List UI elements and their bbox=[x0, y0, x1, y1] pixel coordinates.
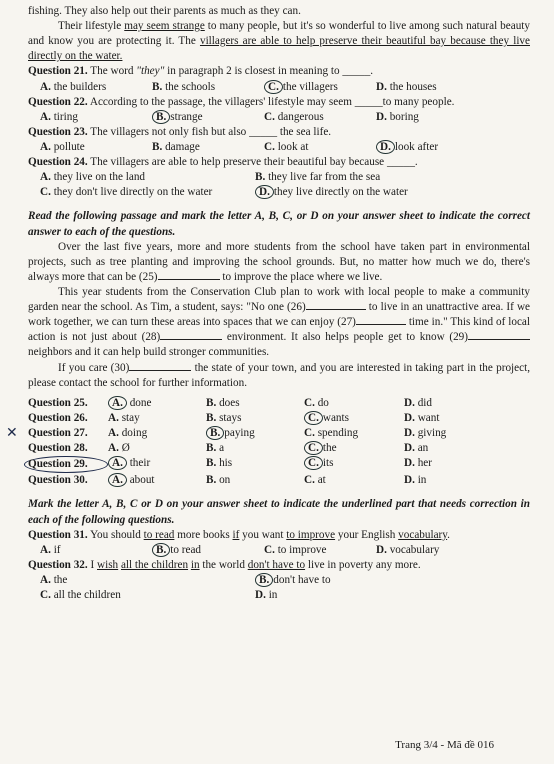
passage-line: fishing. They also help out their parents as much as they can. bbox=[28, 5, 301, 17]
passage-paragraph: Over the last five years, more and more students from the school have taken part in environmental projects, such as tree planting and improving the school grounds. But, no matter how much we do, there's always more that can be (25) to improve the place where we live. bbox=[28, 240, 530, 283]
option-d[interactable]: D. want bbox=[404, 411, 440, 424]
option-c[interactable]: C. spending bbox=[304, 426, 359, 439]
option-a[interactable]: A. pollute bbox=[40, 140, 85, 153]
option-c[interactable]: C. do bbox=[304, 396, 329, 409]
option-b[interactable]: B. his bbox=[206, 457, 233, 470]
option-b[interactable]: B. they live far from the sea bbox=[255, 171, 381, 184]
option-a[interactable]: A. about bbox=[108, 473, 206, 488]
option-c[interactable]: C. the villagers bbox=[264, 80, 376, 95]
question-number: Question 22. bbox=[28, 95, 88, 108]
cross-mark-icon: ✕ bbox=[6, 425, 18, 441]
passage-paragraph: This year students from the Conservation Club plan to work with local people to make a community garden near the school. As Tim, a student, says: "No one (26) to live in an unattractive area. If we work together, we can turn these areas into spaces that we can enjoy (27) time in." This kind of local action is not just about (28) environment. It also helps people get to know (29) neighbors and it can help build stronger communities. bbox=[28, 285, 530, 359]
option-a[interactable]: A. they live on the land bbox=[40, 171, 146, 184]
question-31: Question 31. You should to read more books if you want to improve your English vocabulary. bbox=[28, 528, 450, 541]
option-a[interactable]: A. done bbox=[108, 396, 206, 411]
option-a[interactable]: A. doing bbox=[108, 426, 148, 439]
option-d[interactable]: D. look after bbox=[376, 140, 488, 155]
passage-paragraph-2 bbox=[28, 19, 530, 64]
question-29: Question 29. A. their B. his C. its D. her bbox=[28, 456, 530, 473]
option-b[interactable]: B. damage bbox=[152, 140, 200, 153]
option-c[interactable]: C. wants bbox=[304, 411, 404, 426]
option-d[interactable]: D. boring bbox=[376, 110, 419, 123]
option-b[interactable]: B. a bbox=[206, 442, 225, 455]
option-c[interactable]: C. all the children bbox=[40, 589, 121, 602]
option-b[interactable]: B. does bbox=[206, 396, 240, 409]
passage-paragraph: If you care (30) the state of your town, and you are interested in taking part in the project, please contact the school for further information. bbox=[28, 361, 530, 389]
question-27: ✕ Question 27. A. doing B. paying C. spending D. giving bbox=[28, 426, 530, 441]
underlined-phrase: may seem strange bbox=[124, 20, 205, 33]
question-21 bbox=[28, 64, 530, 79]
option-d[interactable]: D. her bbox=[404, 457, 432, 470]
options-21 bbox=[28, 80, 530, 95]
option-a[interactable]: A. the bbox=[40, 573, 68, 586]
option-c[interactable]: C. dangerous bbox=[264, 110, 324, 123]
question-text: in paragraph 2 is closest in meaning to _____. bbox=[164, 65, 374, 78]
option-c[interactable]: C. at bbox=[304, 474, 326, 487]
underlined-phrase: villagers are able to help preserve their beautiful bay because they live directly on the water. bbox=[28, 35, 530, 63]
text-run: Their lifestyle bbox=[58, 20, 125, 33]
instruction: Read the following passage and mark the letter A, B, C, or D on your answer sheet to indicate the correct answer to each of the questions. bbox=[28, 210, 530, 238]
option-b[interactable]: B. the schools bbox=[152, 80, 216, 93]
option-a[interactable]: A. Ø bbox=[108, 442, 130, 455]
question-25: Question 25. A. done B. does C. do D. did bbox=[28, 396, 530, 411]
question-number: Question 21. bbox=[28, 65, 88, 78]
option-b[interactable]: B. strange bbox=[152, 110, 264, 125]
option-d[interactable]: D. giving bbox=[404, 426, 447, 439]
question-number: Question 24. bbox=[28, 156, 88, 169]
option-c[interactable]: C. its bbox=[304, 456, 404, 473]
option-c[interactable]: C. the bbox=[304, 441, 404, 456]
instruction: Mark the letter A, B, C or D on your answer sheet to indicate the underlined part that needs correction in each of the following questions. bbox=[28, 498, 530, 526]
option-c[interactable]: C. to improve bbox=[264, 543, 327, 556]
question-22 bbox=[28, 95, 530, 110]
option-a[interactable]: A. their bbox=[108, 456, 206, 473]
option-d[interactable]: D. vocabulary bbox=[376, 543, 440, 556]
question-text: The villagers are able to help preserve their beautiful bay because _____. bbox=[90, 156, 418, 169]
question-number: Question 23. bbox=[28, 125, 88, 138]
option-b[interactable]: B. to read bbox=[152, 543, 264, 558]
options-32 bbox=[28, 573, 530, 603]
option-b[interactable]: B. on bbox=[206, 474, 231, 487]
question-text: The villagers not only fish but also _____ the sea life. bbox=[90, 125, 332, 138]
question-30: Question 30. A. about B. on C. at D. in bbox=[28, 473, 530, 488]
option-a[interactable]: A. tiring bbox=[40, 110, 78, 123]
option-c[interactable]: C. look at bbox=[264, 140, 309, 153]
option-c[interactable]: C. they don't live directly on the water bbox=[40, 186, 213, 199]
options-24 bbox=[28, 170, 530, 200]
options-22 bbox=[28, 110, 530, 125]
text-run: to many people, but it's so wonderful to live among such natural beauty and know you are protecting it. The bbox=[28, 20, 530, 48]
question-23 bbox=[28, 125, 530, 140]
option-b[interactable]: B. stays bbox=[206, 411, 242, 424]
option-a[interactable]: A. if bbox=[40, 543, 61, 556]
question-24 bbox=[28, 155, 530, 170]
option-b[interactable]: B. paying bbox=[206, 426, 304, 441]
option-d[interactable]: D. in bbox=[255, 589, 278, 602]
option-d[interactable]: D. in bbox=[404, 474, 427, 487]
options-23 bbox=[28, 140, 530, 155]
question-32: Question 32. I wish all the children in the world don't have to live in poverty any more. bbox=[28, 558, 421, 571]
option-a[interactable]: A. stay bbox=[108, 411, 140, 424]
option-d[interactable]: D. an bbox=[404, 442, 429, 455]
question-26: Question 26. A. stay B. stays C. wants D. want bbox=[28, 411, 530, 426]
option-a[interactable]: A. the builders bbox=[40, 80, 107, 93]
option-d[interactable]: D. the houses bbox=[376, 80, 437, 93]
option-d[interactable]: D. did bbox=[404, 396, 432, 409]
option-b[interactable]: B. don't have to bbox=[255, 573, 455, 588]
question-text: According to the passage, the villagers' lifestyle may seem _____to many people. bbox=[89, 95, 455, 108]
option-d[interactable]: D. they live directly on the water bbox=[255, 185, 470, 200]
options-31 bbox=[28, 543, 530, 558]
quoted-word: "they" bbox=[136, 65, 165, 78]
page-footer: Trang 3/4 - Mã đề 016 bbox=[395, 739, 494, 751]
question-text: The word bbox=[90, 65, 137, 78]
question-28: Question 28. A. Ø B. a C. the D. an bbox=[28, 441, 530, 456]
